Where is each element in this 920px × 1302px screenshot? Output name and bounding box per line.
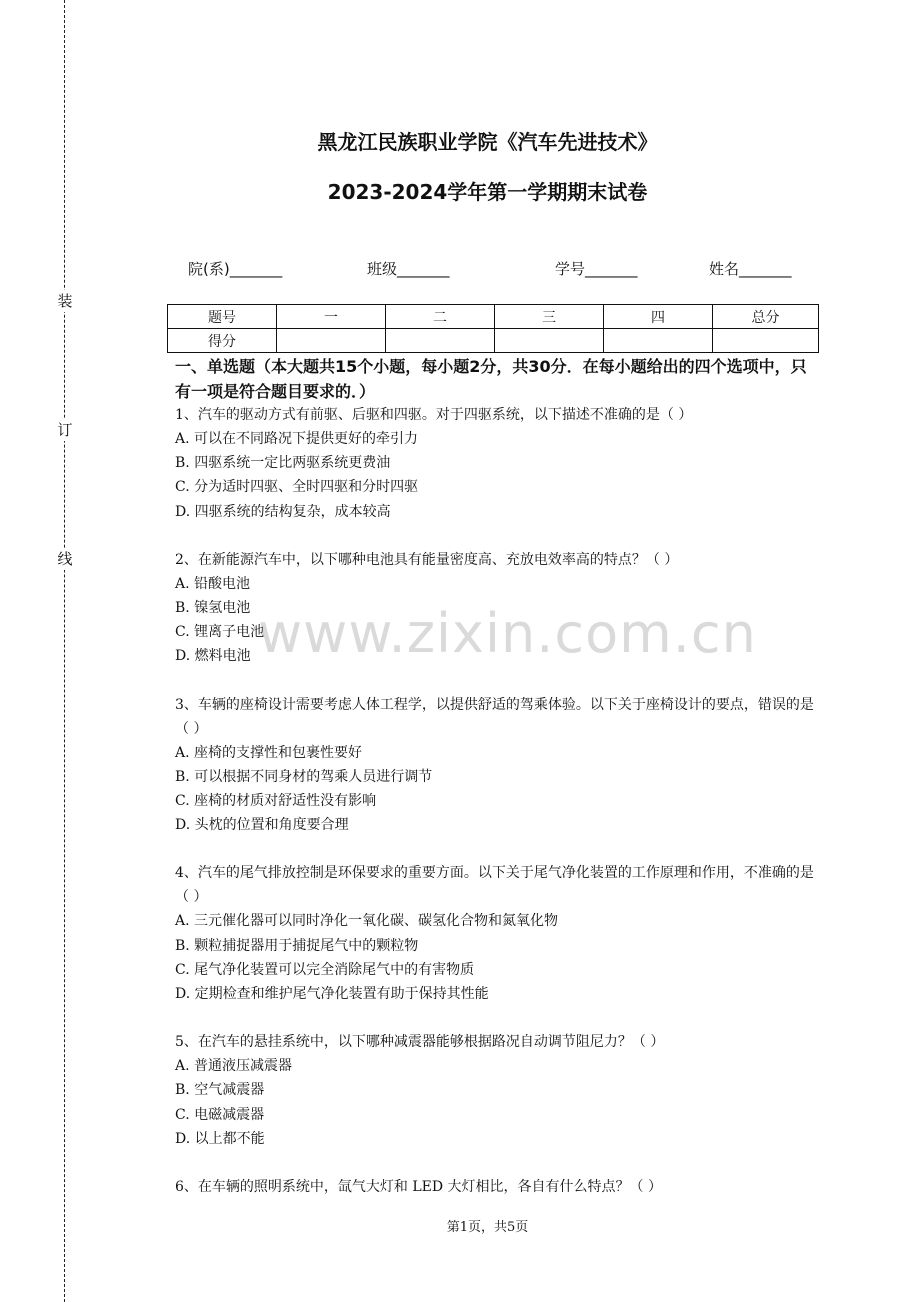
- option-d: D. 燃料电池: [175, 648, 251, 665]
- score-header-cell: 二: [386, 305, 495, 329]
- option-b: B. 空气减震器: [175, 1082, 265, 1099]
- score-header-cell: 三: [495, 305, 604, 329]
- option-a: A. 铅酸电池: [175, 575, 251, 592]
- score-header-cell: 四: [604, 305, 713, 329]
- score-row-label: 得分: [168, 329, 277, 353]
- option-b: B. 四驱系统一定比两驱系统更费油: [175, 455, 391, 472]
- option-a: A. 普通液压减震器: [175, 1058, 293, 1075]
- department-field: 院(系)_______: [188, 260, 283, 278]
- option-c: C. 电磁减震器: [175, 1106, 265, 1123]
- option-c: C. 锂离子电池: [175, 624, 265, 641]
- option-d: D. 以上都不能: [175, 1130, 265, 1147]
- class-field: 班级_______: [367, 260, 450, 278]
- question-4: [175, 861, 820, 1006]
- binding-char-xian: 线: [55, 548, 75, 570]
- name-field: 姓名_______: [709, 260, 792, 278]
- score-input-cell: [713, 329, 819, 353]
- score-header-cell: 题号: [168, 305, 277, 329]
- option-c: C. 分为适时四驱、全时四驱和分时四驱: [175, 479, 419, 496]
- score-header-cell: 一: [277, 305, 386, 329]
- question-stem: 1、汽车的驱动方式有前驱、后驱和四驱。对于四驱系统，以下描述不准确的是（ ）: [175, 407, 693, 423]
- option-c: C. 尾气净化装置可以完全消除尾气中的有害物质: [175, 961, 475, 978]
- question-1: [175, 403, 820, 524]
- score-input-cell: [495, 329, 604, 353]
- exam-subtitle: 2023-2024学年第一学期期末试卷: [327, 180, 648, 204]
- option-d: D. 四驱系统的结构复杂，成本较高: [175, 503, 391, 520]
- option-a: A. 座椅的支撑性和包裹性要好: [175, 744, 363, 761]
- option-b: B. 颗粒捕捉器用于捕捉尾气中的颗粒物: [175, 937, 419, 954]
- page-footer: 第1页，共5页: [446, 1220, 529, 1235]
- score-input-cell: [604, 329, 713, 353]
- question-3: [175, 693, 820, 838]
- question-stem: 6、在车辆的照明系统中，氙气大灯和 LED 大灯相比，各自有什么特点？（ ）: [175, 1179, 662, 1196]
- score-table: [167, 304, 819, 353]
- watermark-text: www.zixin.com.cn: [258, 602, 757, 665]
- binding-char-zhuang: 装: [55, 290, 75, 312]
- question-stem: 5、在汽车的悬挂系统中，以下哪种减震器能够根据路况自动调节阻尼力？（ ）: [175, 1034, 665, 1051]
- option-b: B. 可以根据不同身材的驾乘人员进行调节: [175, 768, 433, 785]
- score-table-header-row: [168, 305, 819, 329]
- option-c: C. 座椅的材质对舒适性没有影响: [175, 793, 377, 810]
- option-d: D. 定期检查和维护尾气净化装置有助于保持其性能: [175, 986, 489, 1003]
- binding-char-ding: 订: [55, 419, 75, 441]
- option-b: B. 镍氢电池: [175, 600, 251, 617]
- score-table-score-row: [168, 329, 819, 353]
- question-stem: 3、车辆的座椅设计需要考虑人体工程学，以提供舒适的驾乘体验。以下关于座椅设计的要点，错误的是（ ）: [175, 696, 814, 737]
- section-heading: 一、单选题（本大题共15个小题，每小题2分，共30分．在每小题给出的四个选项中，只有一项是符合题目要求的．）: [175, 357, 807, 401]
- option-a: A. 三元催化器可以同时净化一氧化碳、碳氢化合物和氮氧化物: [175, 913, 559, 930]
- score-header-cell: 总分: [713, 305, 819, 329]
- exam-title: 黑龙江民族职业学院《汽车先进技术》: [317, 130, 658, 154]
- score-input-cell: [386, 329, 495, 353]
- question-stem: 2、在新能源汽车中，以下哪种电池具有能量密度高、充放电效率高的特点？（ ）: [175, 551, 679, 568]
- student-id-field: 学号_______: [555, 260, 638, 278]
- score-input-cell: [277, 329, 386, 353]
- question-stem: 4、汽车的尾气排放控制是环保要求的重要方面。以下关于尾气净化装置的工作原理和作用，不准确的是（ ）: [175, 865, 814, 906]
- question-6: [175, 1175, 820, 1199]
- option-d: D. 头枕的位置和角度要合理: [175, 817, 349, 834]
- option-a: A. 可以在不同路况下提供更好的牵引力: [175, 431, 419, 447]
- question-list: [175, 403, 820, 1223]
- question-5: [175, 1030, 820, 1151]
